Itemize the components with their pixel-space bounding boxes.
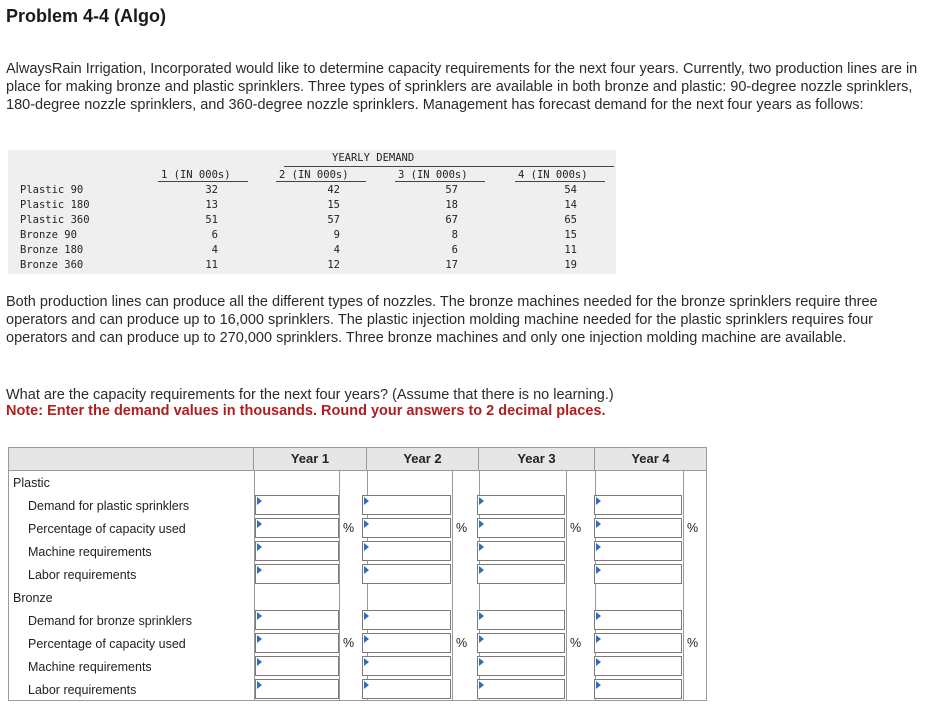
input-demand-bronze-y1[interactable]	[255, 610, 339, 630]
col-underline-3	[395, 181, 485, 182]
col-divider	[452, 470, 453, 700]
row-value: 15	[564, 229, 577, 241]
input-machine-bronze-y4[interactable]	[594, 656, 682, 676]
input-demand-bronze-y4[interactable]	[594, 610, 682, 630]
year-header: Year 1	[254, 448, 367, 470]
input-demand-plastic-y4[interactable]	[594, 495, 682, 515]
input-demand-bronze-y3[interactable]	[477, 610, 565, 630]
row-value: 57	[445, 184, 458, 196]
answer-grid	[8, 447, 707, 701]
input-pct-bronze-y3[interactable]	[477, 633, 565, 653]
input-machine-bronze-y1[interactable]	[255, 656, 339, 676]
input-labor-bronze-y3[interactable]	[477, 679, 565, 699]
row-label-machine-plastic: Machine requirements	[28, 545, 152, 559]
row-label-machine-bronze: Machine requirements	[28, 660, 152, 674]
year-header: Year 2	[367, 448, 479, 470]
input-pct-plastic-y2[interactable]	[362, 518, 451, 538]
row-value: 9	[333, 229, 340, 241]
section-label-bronze: Bronze	[13, 591, 53, 605]
section-label-plastic: Plastic	[13, 476, 50, 490]
col-divider	[683, 470, 684, 700]
col-header-4: 4 (IN 000s)	[518, 169, 588, 181]
row-label-labor-plastic: Labor requirements	[28, 568, 137, 582]
input-labor-plastic-y1[interactable]	[255, 564, 339, 584]
col-underline-2	[276, 181, 366, 182]
row-label-demand-plastic: Demand for plastic sprinklers	[28, 499, 190, 513]
row-label-pct-plastic: Percentage of capacity used	[28, 522, 186, 536]
col-header-1: 1 (IN 000s)	[161, 169, 231, 181]
row-label-pct-bronze: Percentage of capacity used	[28, 637, 186, 651]
question-text: What are the capacity requirements for the next four years? (Assume that there is no learning.)	[6, 387, 614, 403]
row-value: 42	[327, 184, 340, 196]
input-machine-plastic-y4[interactable]	[594, 541, 682, 561]
row-label: Plastic 90	[20, 184, 84, 196]
row-label: Bronze 180	[20, 244, 84, 256]
header-divider	[9, 470, 706, 471]
row-value: 54	[564, 184, 577, 196]
demand-table	[8, 150, 616, 274]
input-machine-plastic-y1[interactable]	[255, 541, 339, 561]
percent-sign: %	[343, 521, 355, 535]
row-value: 67	[445, 214, 458, 226]
col-divider	[339, 470, 340, 700]
input-pct-bronze-y4[interactable]	[594, 633, 682, 653]
row-value: 6	[451, 244, 458, 256]
row-value: 4	[211, 244, 218, 256]
row-value: 4	[333, 244, 340, 256]
input-machine-bronze-y2[interactable]	[362, 656, 451, 676]
input-machine-plastic-y3[interactable]	[477, 541, 565, 561]
row-value: 65	[564, 214, 577, 226]
row-label: Plastic 360	[20, 214, 90, 226]
row-value: 18	[445, 199, 458, 211]
problem-title: Problem 4-4 (Algo)	[6, 6, 167, 26]
row-value: 14	[564, 199, 577, 211]
input-pct-bronze-y1[interactable]	[255, 633, 339, 653]
input-pct-plastic-y1[interactable]	[255, 518, 339, 538]
intro-paragraph: AlwaysRain Irrigation, Incorporated would like to determine capacity requirements for the next four years. Currently, two production lines are in place for making bronze and plastic sprinklers. Three types of sprinklers are available in both bronze and plastic: 90-degree nozzle sprinklers, 180-degree nozzle sprinklers, and 360-degree nozzle sprinklers. Management has forecast demand for the next four years as follows:	[6, 61, 918, 113]
row-value: 6	[211, 229, 218, 241]
percent-sign: %	[456, 636, 468, 650]
percent-sign: %	[456, 521, 468, 535]
row-value: 51	[205, 214, 218, 226]
percent-sign: %	[570, 521, 582, 535]
input-pct-bronze-y2[interactable]	[362, 633, 451, 653]
input-machine-bronze-y3[interactable]	[477, 656, 565, 676]
row-value: 32	[205, 184, 218, 196]
input-pct-plastic-y3[interactable]	[477, 518, 565, 538]
row-label: Plastic 180	[20, 199, 90, 211]
row-label: Bronze 360	[20, 259, 84, 271]
input-demand-bronze-y2[interactable]	[362, 610, 451, 630]
col-header-3: 3 (IN 000s)	[398, 169, 468, 181]
row-value: 13	[205, 199, 218, 211]
row-value: 8	[451, 229, 458, 241]
input-labor-bronze-y4[interactable]	[594, 679, 682, 699]
row-value: 17	[445, 259, 458, 271]
row-value: 57	[327, 214, 340, 226]
grid-corner-header	[9, 448, 254, 470]
row-value: 15	[327, 199, 340, 211]
year-header: Year 4	[595, 448, 706, 470]
input-labor-bronze-y2[interactable]	[362, 679, 451, 699]
row-label-labor-bronze: Labor requirements	[28, 683, 137, 697]
input-demand-plastic-y2[interactable]	[362, 495, 451, 515]
input-demand-plastic-y1[interactable]	[255, 495, 339, 515]
input-machine-plastic-y2[interactable]	[362, 541, 451, 561]
row-value: 11	[205, 259, 218, 271]
constraints-paragraph: Both production lines can produce all the different types of nozzles. The bronze machines needed for the bronze sprinklers require three operators and can produce up to 16,000 sprinklers. The plastic injection molding machine needed for the plastic sprinklers requires four operators and can produce up to 270,000 sprinklers. Three bronze machines and only one injection molding machine are available.	[6, 294, 878, 346]
input-labor-bronze-y1[interactable]	[255, 679, 339, 699]
row-label: Bronze 90	[20, 229, 77, 241]
year-header: Year 3	[479, 448, 595, 470]
row-value: 11	[564, 244, 577, 256]
col-underline-4	[515, 181, 605, 182]
input-labor-plastic-y4[interactable]	[594, 564, 682, 584]
col-divider	[566, 470, 567, 700]
input-demand-plastic-y3[interactable]	[477, 495, 565, 515]
input-labor-plastic-y3[interactable]	[477, 564, 565, 584]
row-value: 19	[564, 259, 577, 271]
answer-note: Note: Enter the demand values in thousands. Round your answers to 2 decimal places.	[6, 403, 606, 419]
percent-sign: %	[687, 521, 699, 535]
row-label-demand-bronze: Demand for bronze sprinklers	[28, 614, 192, 628]
caption-underline	[284, 166, 614, 167]
demand-caption: YEARLY DEMAND	[332, 152, 415, 164]
percent-sign: %	[343, 636, 355, 650]
col-header-2: 2 (IN 000s)	[279, 169, 349, 181]
percent-sign: %	[687, 636, 699, 650]
col-underline-1	[158, 181, 248, 182]
percent-sign: %	[570, 636, 582, 650]
row-value: 12	[327, 259, 340, 271]
input-labor-plastic-y2[interactable]	[362, 564, 451, 584]
input-pct-plastic-y4[interactable]	[594, 518, 682, 538]
